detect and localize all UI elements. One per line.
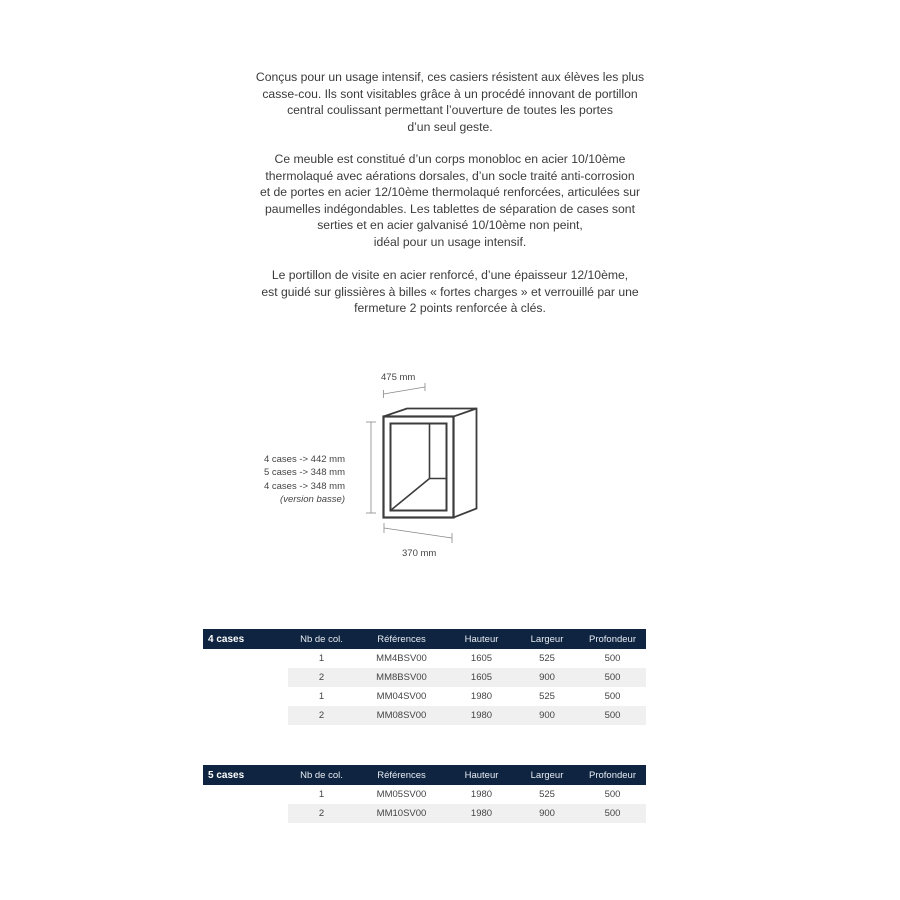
column-header: Profondeur <box>579 765 646 785</box>
text-line: est guidé sur glissières à billes « fortes charges » et verrouillé par une <box>261 284 639 299</box>
row-spacer <box>203 668 288 687</box>
text-line: paumelles indégondables. Les tablettes de séparation de cases sont <box>265 201 635 216</box>
table-row <box>203 706 646 725</box>
cell-height: 1605 <box>448 668 515 687</box>
text-line: Conçus pour un usage intensif, ces casiers résistent aux élèves les plus <box>255 70 645 84</box>
text-line: thermolaqué avec aérations dorsales, d’un socle traité anti-corrosion <box>265 168 635 183</box>
column-header: Nb de col. <box>288 765 355 785</box>
cell-reference: MM4BSV00 <box>376 653 427 664</box>
cabinet-top-face <box>384 409 477 417</box>
text-line: Le portillon de visite en acier renforcé, d’une épaisseur 12/10ème, <box>271 268 629 282</box>
cell-reference: MM8BSV00 <box>355 668 448 687</box>
cell-height: 1980 <box>470 691 493 702</box>
row-spacer <box>203 706 288 725</box>
cell-columns: 2 <box>288 668 355 687</box>
cell-reference: MM05SV00 <box>376 789 427 800</box>
height-line: 4 cases -> 348 mm <box>263 480 345 492</box>
table-group-title: 4 cases <box>203 629 288 649</box>
height-labels <box>200 453 345 507</box>
column-header: Références <box>355 629 448 649</box>
cell-width: 525 <box>539 653 555 664</box>
row-spacer <box>203 804 288 823</box>
text-line: idéal pour un usage intensif. <box>373 234 527 249</box>
cell-height: 1980 <box>448 706 515 725</box>
cell-depth: 500 <box>604 653 621 664</box>
table-row <box>203 687 646 706</box>
cell-columns: 2 <box>288 804 355 823</box>
column-header: Hauteur <box>448 629 515 649</box>
cell-columns: 2 <box>288 706 355 725</box>
cell-width: 900 <box>515 668 579 687</box>
text-line: Ce meuble est constitué d’un corps monobloc en acier 10/10ème <box>274 152 626 166</box>
cell-depth: 500 <box>579 706 646 725</box>
width-dimension-line <box>384 528 452 538</box>
cabinet-inner-floor-edge <box>391 479 430 511</box>
cell-width: 900 <box>515 706 579 725</box>
cell-height: 1980 <box>448 804 515 823</box>
cell-columns: 1 <box>318 691 325 702</box>
table-header-row <box>203 629 646 649</box>
height-line: 5 cases -> 348 mm <box>263 467 345 479</box>
cell-reference: MM10SV00 <box>355 804 448 823</box>
cell-width: 900 <box>515 804 579 823</box>
table-header-row <box>203 765 646 785</box>
height-line: 4 cases -> 442 mm <box>263 454 345 465</box>
cell-width: 525 <box>539 789 555 800</box>
column-header: Nb de col. <box>288 629 355 649</box>
text-line: fermeture 2 points renforcée à clés. <box>354 301 546 315</box>
column-header: Largeur <box>515 629 579 649</box>
table-row <box>203 804 646 823</box>
text-line: central coulissant permettant l’ouverture de toutes les portes <box>287 103 613 117</box>
cell-columns: 1 <box>318 653 325 664</box>
column-header: Profondeur <box>579 629 646 649</box>
cell-depth: 500 <box>604 691 621 702</box>
depth-dimension-line <box>384 387 426 394</box>
height-note: (version basse) <box>280 494 345 506</box>
column-header: Hauteur <box>448 765 515 785</box>
spec-table-5-cases <box>203 765 646 823</box>
cell-depth: 500 <box>579 804 646 823</box>
table-row <box>203 668 646 687</box>
cell-reference: MM04SV00 <box>376 691 427 702</box>
cabinet-front-opening <box>391 424 447 511</box>
cell-columns: 1 <box>318 789 325 800</box>
cell-width: 525 <box>539 691 555 702</box>
row-spacer <box>203 687 288 706</box>
cell-depth: 500 <box>579 668 646 687</box>
depth-label: 475 mm <box>381 372 416 383</box>
text-line: casse-cou. Ils sont visitables grâce à un procédé innovant de portillon <box>262 86 638 101</box>
width-label: 370 mm <box>402 548 437 559</box>
text-line: et de portes en acier 12/10ème thermolaqué renforcées, articulées sur <box>259 185 641 199</box>
cabinet-front-outer <box>384 417 454 518</box>
cell-reference: MM08SV00 <box>355 706 448 725</box>
column-header: Largeur <box>515 765 579 785</box>
table-row <box>203 649 646 668</box>
cabinet-side-face <box>454 409 477 518</box>
spec-table-4-cases <box>203 629 646 725</box>
cell-height: 1980 <box>470 789 493 800</box>
table-row <box>203 785 646 804</box>
text-line: d’un seul geste. <box>407 119 493 134</box>
row-spacer <box>203 649 288 668</box>
column-header: Références <box>355 765 448 785</box>
cell-depth: 500 <box>604 789 621 800</box>
row-spacer <box>203 785 288 804</box>
text-line: serties et en acier galvanisé 10/10ème non peint, <box>317 218 583 232</box>
cell-height: 1605 <box>470 653 493 664</box>
table-group-title: 5 cases <box>203 765 288 785</box>
cabinet-inner-back <box>430 424 447 479</box>
